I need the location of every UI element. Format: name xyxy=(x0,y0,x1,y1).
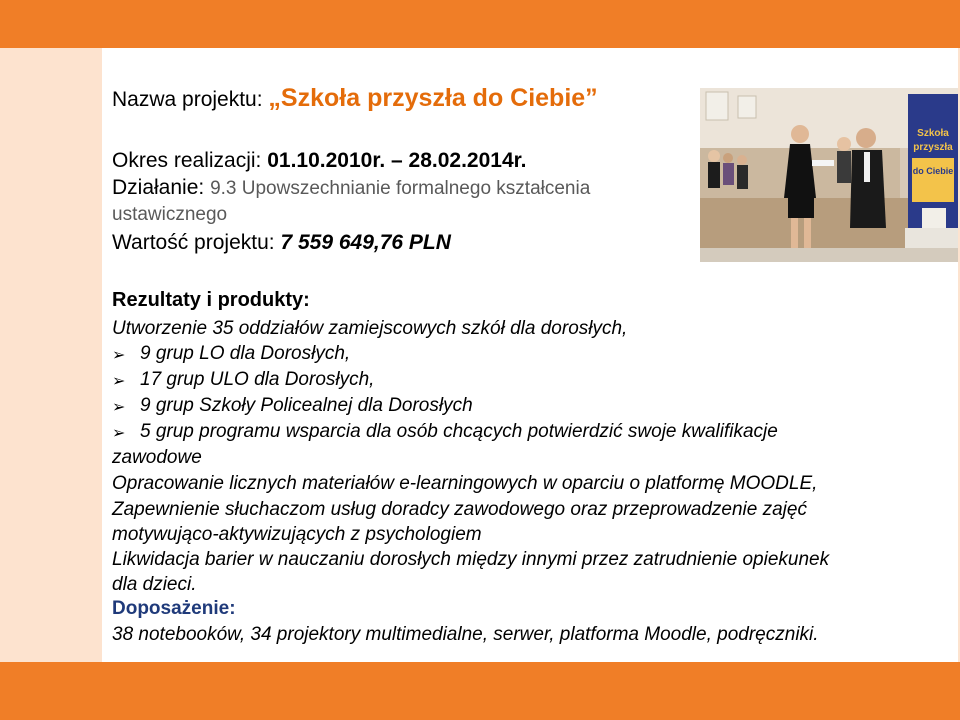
banner-line2: przyszła xyxy=(913,142,953,153)
left-margin xyxy=(0,48,102,662)
arrow-bullet-icon: ➢ xyxy=(112,347,126,364)
top-bar xyxy=(0,0,960,48)
project-name-label: Nazwa projektu: xyxy=(112,88,263,111)
value-line xyxy=(112,231,451,255)
period-label: Okres realizacji: xyxy=(112,149,262,172)
banner-line3: do Ciebie xyxy=(912,166,954,176)
bottom-bar xyxy=(0,662,960,720)
project-name-line xyxy=(112,84,598,113)
results-heading: Rezultaty i produkty: xyxy=(112,289,310,311)
arrow-bullet-icon: ➢ xyxy=(112,425,126,442)
result-para: Likwidacja barier w nauczaniu dorosłych między innymi przez zatrudnienie opiekunek xyxy=(112,549,830,570)
bullet-item: 17 grup ULO dla Dorosłych, xyxy=(140,369,375,390)
period-line xyxy=(112,149,526,173)
result-para: Zapewnienie słuchaczom usług doradcy zawodowego oraz przeprowadzenie zajęć xyxy=(112,499,807,520)
bullet-item-cont: zawodowe xyxy=(112,447,202,468)
bullet-item: 9 grup LO dla Dorosłych, xyxy=(140,343,351,364)
results-intro: Utworzenie 35 oddziałów zamiejscowych szkół dla dorosłych, xyxy=(112,318,628,339)
project-name-value: „Szkoła przyszła do Ciebie” xyxy=(268,84,598,112)
action-label: Działanie: xyxy=(112,176,205,199)
action-text-cont: ustawicznego xyxy=(112,204,228,225)
ceremony-photo xyxy=(700,88,958,262)
photo-illustration xyxy=(700,88,958,262)
result-para: Opracowanie licznych materiałów e-learningowych w oparciu o platformę MOODLE, xyxy=(112,473,818,494)
result-para: dla dzieci. xyxy=(112,574,197,595)
action-text: 9.3 Upowszechnianie formalnego kształcenia xyxy=(210,178,591,199)
period-value: 01.10.2010r. – 28.02.2014r. xyxy=(267,149,527,172)
arrow-bullet-icon: ➢ xyxy=(112,373,126,390)
bullet-item: 9 grup Szkoły Policealnej dla Dorosłych xyxy=(140,395,473,416)
equipment-text: 38 notebooków, 34 projektory multimedialne, serwer, platforma Moodle, podręczniki. xyxy=(112,624,819,645)
value-label: Wartość projektu: xyxy=(112,231,275,254)
action-line xyxy=(112,176,590,200)
value-amount: 7 559 649,76 PLN xyxy=(280,231,451,254)
result-para: motywująco-aktywizujących z psychologiem xyxy=(112,524,482,545)
banner-line1: Szkoła xyxy=(917,128,949,139)
equipment-heading: Doposażenie: xyxy=(112,598,236,619)
arrow-bullet-icon: ➢ xyxy=(112,399,126,416)
bullet-item: 5 grup programu wsparcia dla osób chcących potwierdzić swoje kwalifikacje xyxy=(140,421,778,442)
